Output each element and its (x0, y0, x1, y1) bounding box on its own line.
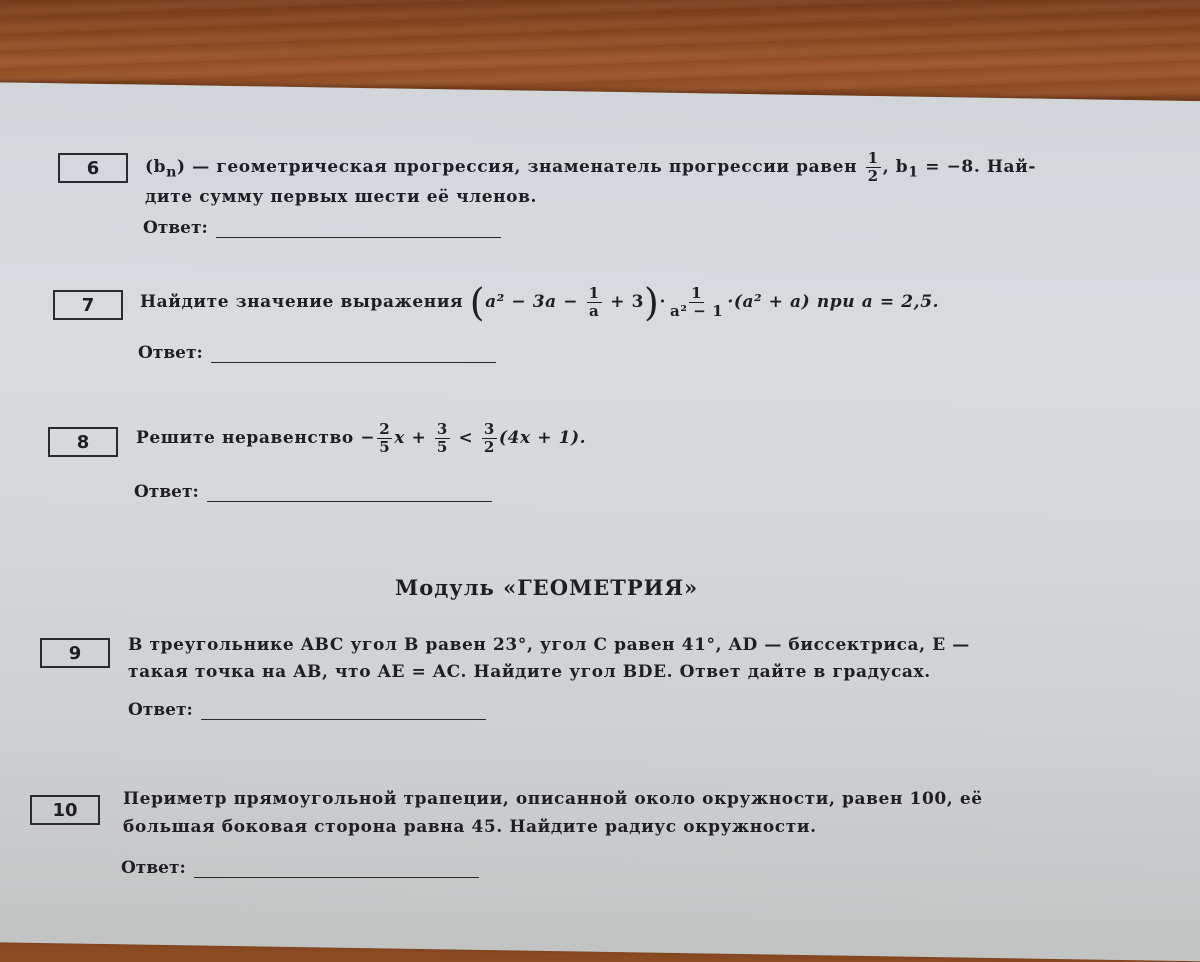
minus-sign: − (360, 428, 376, 448)
task-6-seq-open: (b (145, 157, 167, 177)
task-8-line-1 (136, 418, 586, 458)
task-6-line-2: дите сумму первых шести её членов. (145, 187, 538, 207)
task-number-box (53, 290, 123, 320)
answer-line[interactable] (216, 223, 501, 238)
answer-line[interactable] (211, 348, 496, 363)
fraction (866, 150, 881, 185)
paren-close: ) (644, 280, 660, 325)
answer-field[interactable] (128, 700, 486, 720)
answer-line[interactable] (194, 863, 479, 878)
answer-label: Ответ: (143, 218, 208, 238)
task-7-expr-c: ·(a² + a) при a = 2,5. (727, 292, 940, 312)
task-6-sub-n: n (166, 164, 178, 181)
answer-field[interactable] (134, 482, 492, 502)
answer-line[interactable] (207, 487, 492, 502)
fraction-denominator: a² − 1 (670, 302, 724, 320)
fraction-denominator: 2 (867, 167, 879, 185)
fraction-numerator: 1 (691, 284, 703, 302)
task-number-box (48, 427, 118, 457)
task-6-b1: , b (882, 157, 909, 177)
paren-open: ( (469, 280, 486, 325)
task-6-text: ) — геометрическая прогрессия, знаменатель прогрессии равен (177, 157, 858, 177)
task-number-box (40, 638, 110, 668)
answer-field[interactable] (138, 343, 496, 363)
task-6-line-1 (145, 150, 1036, 185)
task-9-line-1: В треугольнике ABC угол B равен 23°, угол C равен 41°, AD — биссектриса, E — (128, 635, 970, 655)
task-10-line-1: Периметр прямоугольной трапеции, описанной около окружности, равен 100, её (123, 789, 983, 809)
task-number: 8 (76, 431, 90, 453)
fraction (435, 421, 450, 456)
fraction-denominator: 5 (436, 438, 448, 456)
task-7-text: Найдите значение выражения (140, 292, 464, 312)
fraction-numerator: 3 (483, 420, 495, 438)
task-number-box (30, 795, 100, 825)
module-heading: Модуль «ГЕОМЕТРИЯ» (395, 575, 699, 600)
fraction-numerator: 2 (379, 420, 391, 438)
fraction (668, 285, 725, 320)
task-9-line-2: такая точка на AB, что AE = AC. Найдите угол BDE. Ответ дайте в градусах. (128, 662, 931, 682)
task-6-sub-1: 1 (908, 164, 919, 181)
task-number: 7 (81, 294, 95, 316)
answer-field[interactable] (121, 858, 479, 878)
fraction-denominator: 5 (379, 438, 391, 456)
task-8-expr-a: x + (394, 428, 427, 448)
answer-line[interactable] (201, 705, 486, 720)
fraction (377, 421, 392, 456)
fraction (482, 421, 497, 456)
task-number-box (58, 153, 128, 183)
task-number: 9 (68, 642, 82, 664)
fraction-numerator: 1 (588, 284, 600, 302)
answer-label: Ответ: (138, 343, 203, 363)
fraction (587, 285, 602, 320)
less-than-sign: < (458, 428, 474, 448)
fraction-denominator: a (589, 302, 600, 320)
fraction-denominator: 2 (483, 438, 495, 456)
fraction-numerator: 3 (436, 420, 448, 438)
answer-label: Ответ: (128, 700, 193, 720)
answer-field[interactable] (143, 218, 501, 238)
task-8-text: Решите неравенство (136, 428, 354, 448)
task-7-line-1: Найдите значение выражения (a² − 3a − $\frac{1}{a}$ + 3)· $\frac{1}{\text{a² − 1}}$ ·(a² + a) при a = 2,5. (140, 280, 940, 325)
task-10-line-2: большая боковая сторона равна 45. Найдите радиус окружности. (123, 817, 817, 837)
task-6-value: = −8. Най- (918, 157, 1037, 177)
answer-label: Ответ: (121, 858, 186, 878)
task-number: 10 (52, 799, 78, 821)
task-number: 6 (86, 157, 100, 179)
task-7-expr-b: + 3 (610, 292, 645, 312)
task-8-expr-c: (4x + 1). (498, 428, 587, 448)
answer-label: Ответ: (134, 482, 199, 502)
task-7-expr-a: a² − 3a − (485, 292, 579, 312)
fraction-numerator: 1 (867, 149, 879, 167)
